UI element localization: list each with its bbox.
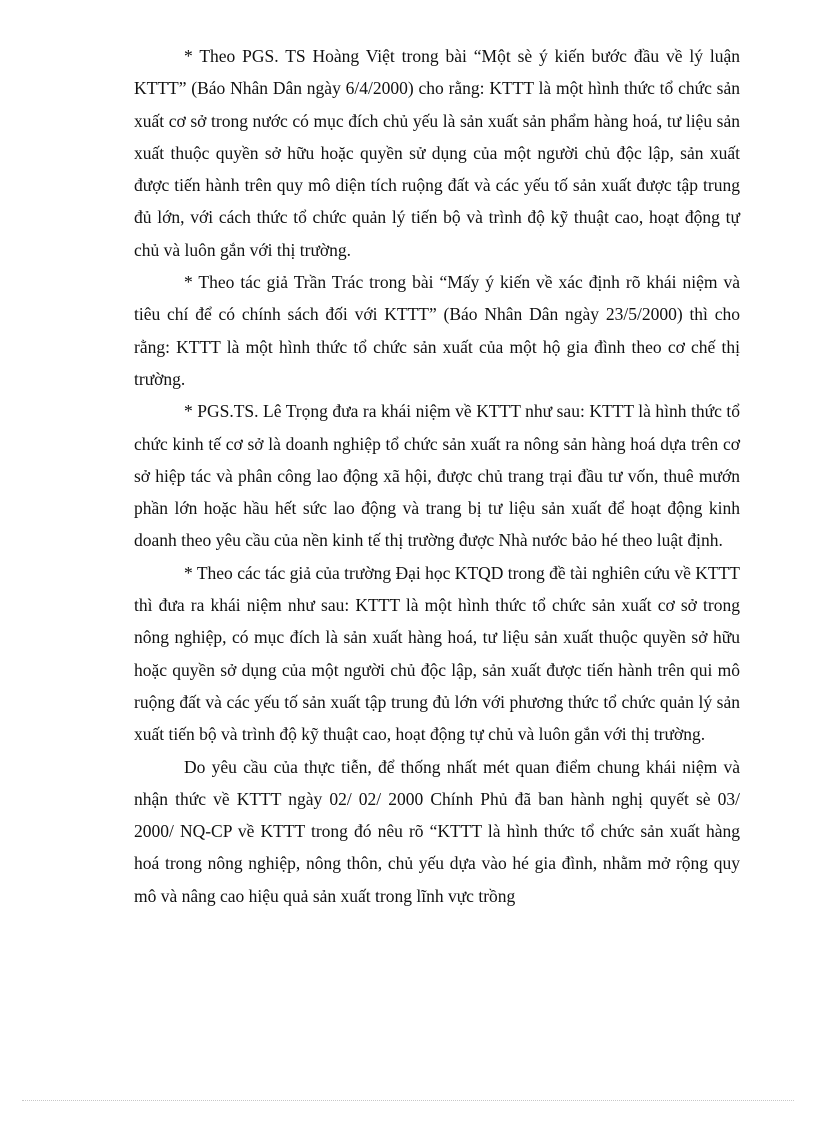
paragraph-le-trong: * PGS.TS. Lê Trọng đưa ra khái niệm về KTTT như sau: KTTT là hình thức tổ chức kinh tế cơ sở là doanh nghiệp tổ chức sản xuất ra nông sản hàng hoá dựa trên cơ sở hiệp tác và phân công lao động xã hội, được chủ trang trại đầu tư vốn, thuê mướn phần lớn hoặc hầu hết sức lao động và trang bị tư liệu sản xuất để hoạt động kinh doanh theo yêu cầu của nền kinh tế thị trường được Nhà nước bảo hé theo luật định.: [134, 401, 740, 551]
paragraph-nghi-quyet: Do yêu cầu của thực tiễn, để thống nhất mét quan điểm chung khái niệm và nhận thức về KTTT ngày 02/ 02/ 2000 Chính Phủ đã ban hành nghị quyết sè 03/ 2000/ NQ-CP về KTTT trong đó nêu rõ “KTTT là hình thức tổ chức sản xuất hàng hoá trong nông nghiệp, nông thôn, chủ yếu dựa vào hé gia đình, nhằm mở rộng quy mô và nâng cao hiệu quả sản xuất trong lĩnh vực trồng: [134, 756, 740, 906]
paragraph-tran-trac: * Theo tác giả Trần Trác trong bài “Mấy ý kiến về xác định rõ khái niệm và tiêu chí để có chính sách đối với KTTT” (Báo Nhân Dân ngày 23/5/2000) thì cho rằng: KTTT là một hình thức tổ chức sản xuất của một hộ gia đình theo cơ chế thị trường.: [134, 272, 740, 389]
paragraph-hoang-viet: * Theo PGS. TS Hoàng Việt trong bài “Một sè ý kiến bước đầu về lý luận KTTT” (Báo Nhân Dân ngày 6/4/2000) cho rằng: KTTT là một hình thức tổ chức sản xuất cơ sở trong nước có mục đích chủ yếu là sản xuất sản phẩm hàng hoá, tư liệu sản xuất thuộc quyền sở hữu hoặc quyền sử dụng của một người chủ độc lập, sản xuất được tiến hành trên quy mô diện tích ruộng đất và các yếu tố sản xuất được tập trung đủ lớn, với cách thức tổ chức quản lý tiến bộ và trình độ kỹ thuật cao, hoạt động tự chủ và luôn gắn với thị trường.: [134, 46, 740, 260]
footer-dotted-rule: [22, 1100, 794, 1101]
paragraph-ktqd: * Theo các tác giả của trường Đại học KTQD trong đề tài nghiên cứu về KTTT thì đưa ra khái niệm như sau: KTTT là một hình thức tổ chức sản xuất cơ sở trong nông nghiệp, có mục đích là sản xuất hàng hoá, tư liệu sản xuất thuộc quyền sở hữu hoặc quyền sở dụng của một người chủ độc lập, sản xuất được tiến hành trên qui mô ruộng đất và các yếu tố sản xuất tập trung đủ lớn với phương thức tổ chức quản lý sản xuất tiến bộ và trình độ kỹ thuật cao, hoạt động tự chủ và luôn gắn với thị trường.: [134, 562, 740, 745]
document-body: [134, 40, 740, 912]
